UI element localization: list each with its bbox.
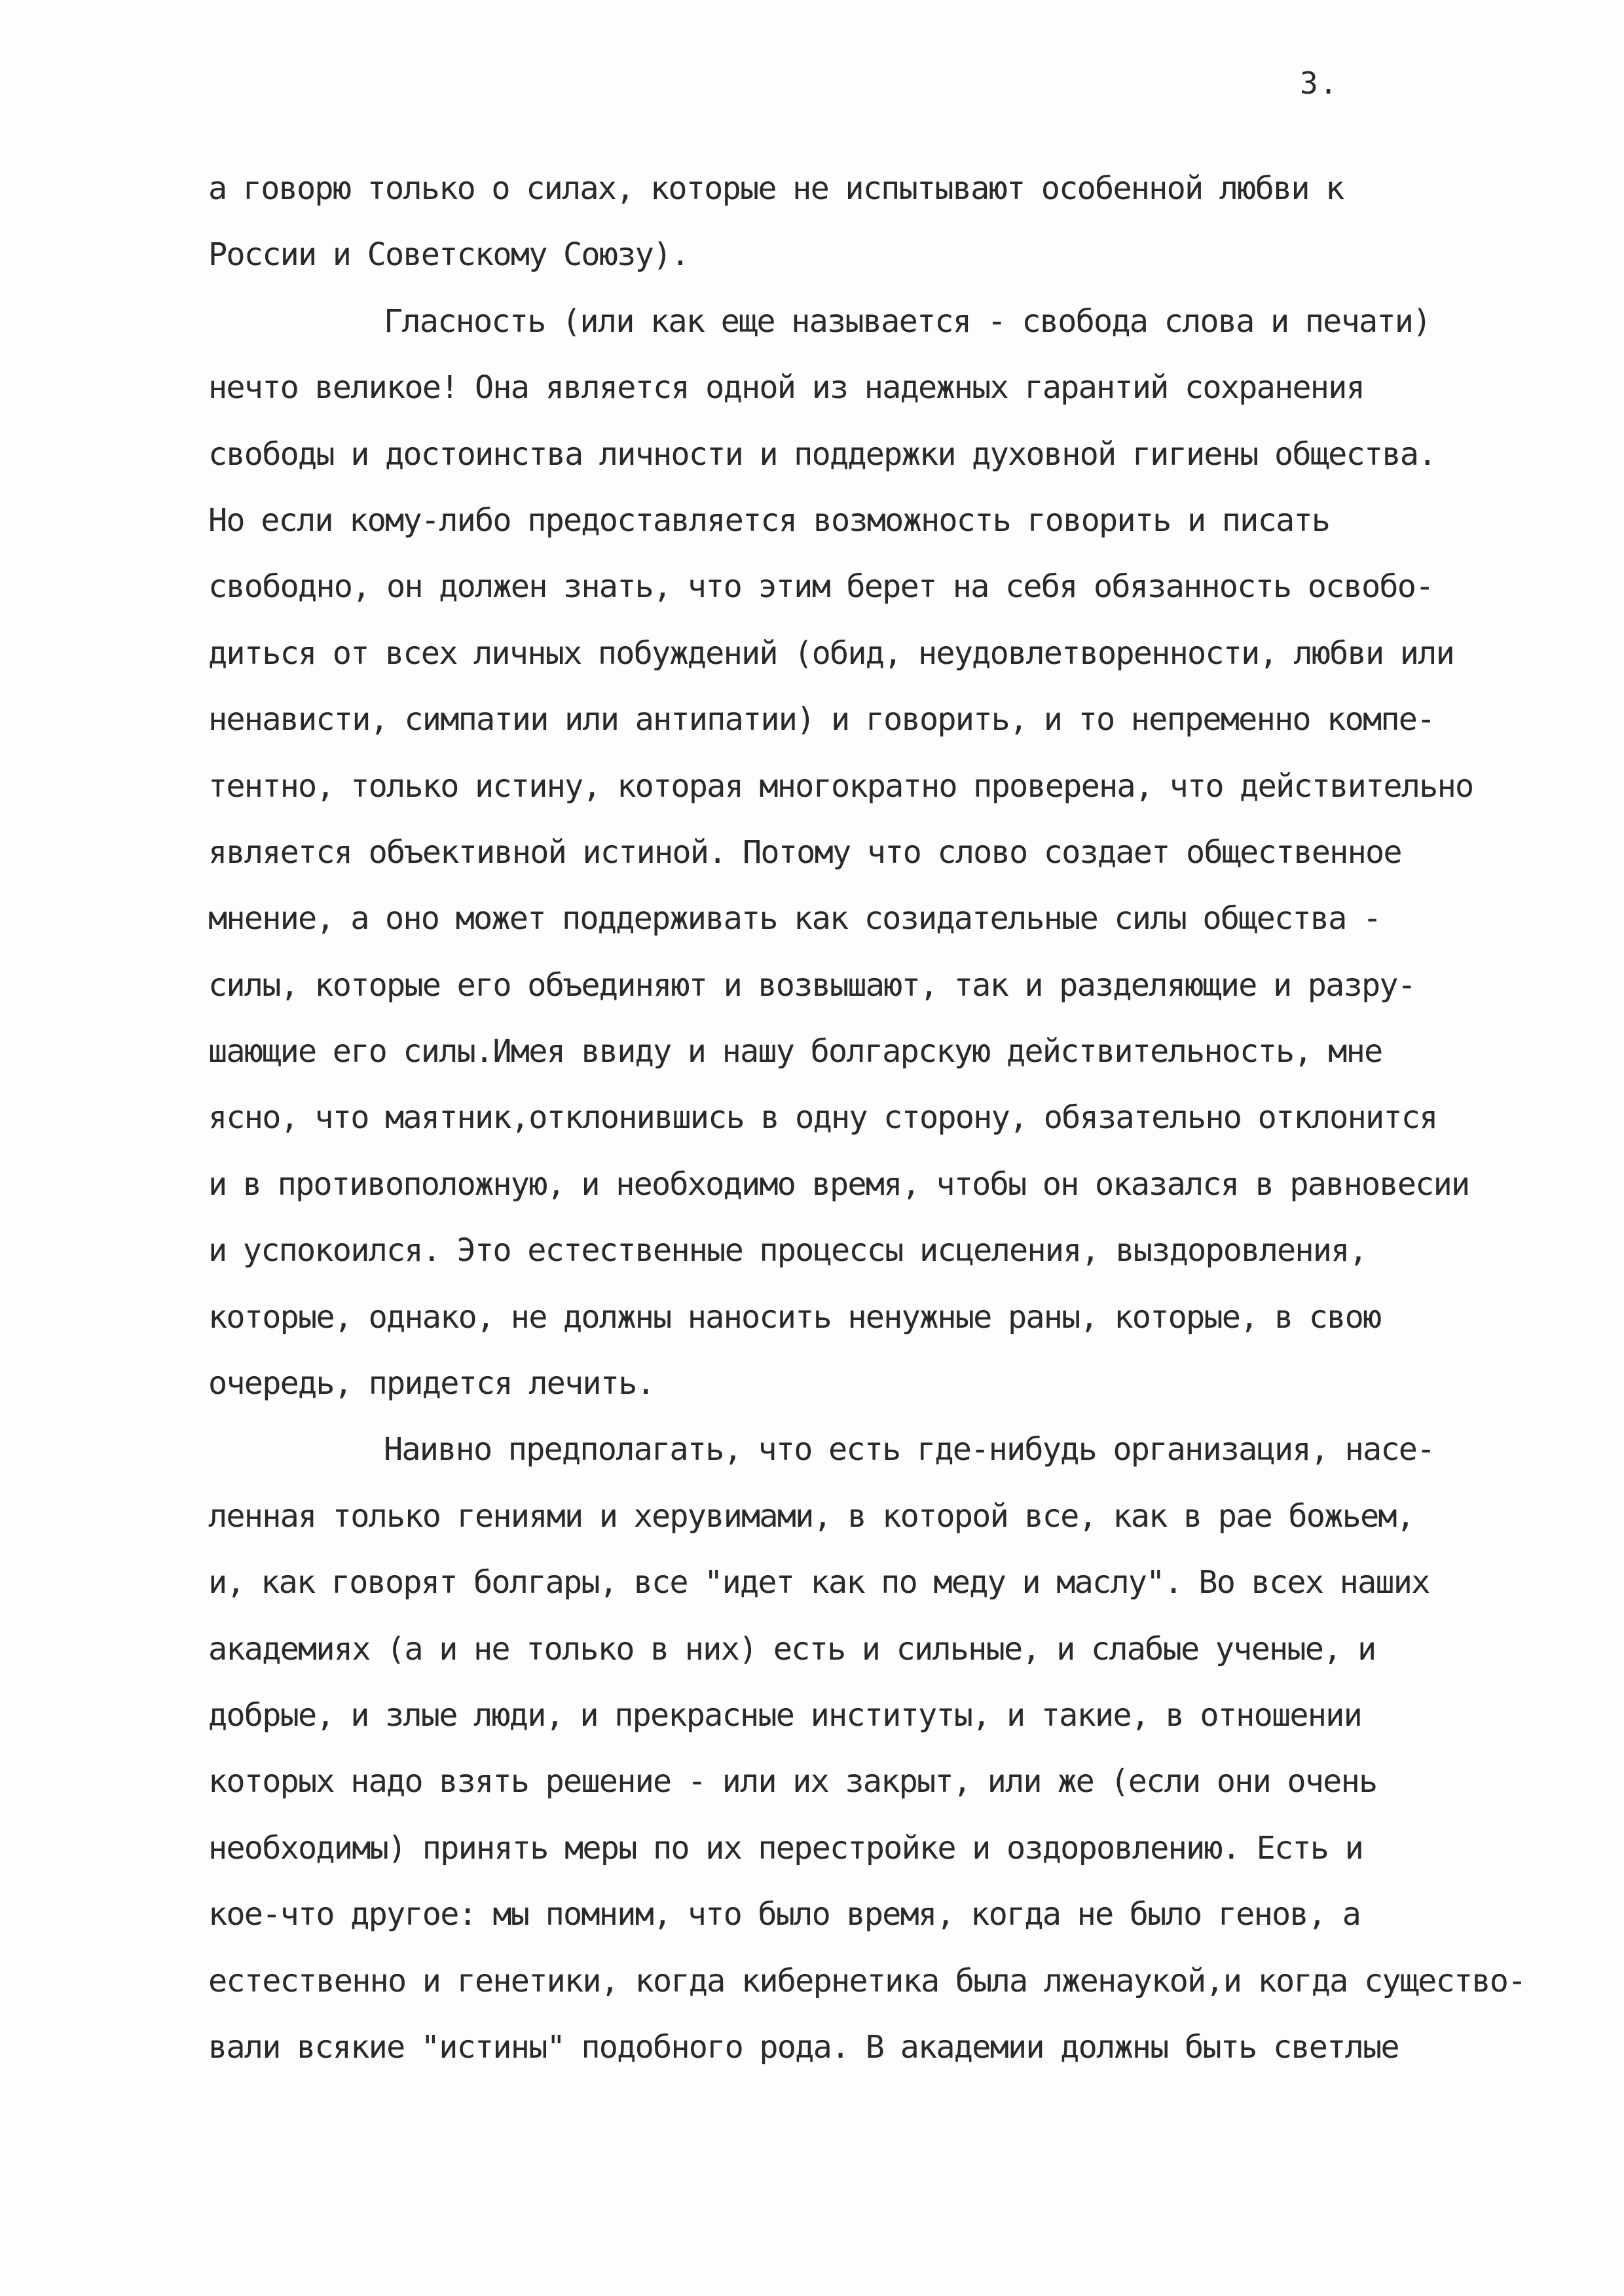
text-line: и, как говорят болгары, все "идет как по меду и маслу". Во всех наших (208, 1564, 1430, 1601)
text-line: Наивно предполагать, что есть где-нибудь организация, насе- (384, 1431, 1435, 1468)
text-line: очередь, придется лечить. (208, 1365, 654, 1402)
body-text (208, 156, 1610, 2081)
text-line: которых надо взять решение - или их закрыт, или же (если они очень (208, 1763, 1377, 1800)
text-line: которые, однако, не должны наносить ненужные раны, которые, в свою (208, 1298, 1381, 1336)
text-line: ленная только гениями и херувимами, в которой все, как в рае божьем, (208, 1497, 1414, 1535)
text-line: добрые, и злые люди, и прекрасные институты, и такие, в отношении (208, 1696, 1361, 1734)
text-line: является объективной истиной. Потому что слово создает общественное (208, 833, 1401, 871)
text-line: Гласность (или как еще называется - свобода слова и печати) (384, 302, 1431, 340)
text-line: шающие его силы.Имея ввиду и нашу болгарскую действительность, мне (208, 1033, 1382, 1070)
text-line: нечто великое! Она является одной из надежных гарантий сохранения (208, 369, 1364, 407)
text-line: свободы и достоинства личности и поддержки духовной гигиены общества. (208, 435, 1436, 473)
text-line: Но если кому-либо предоставляется возможность говорить и писать (208, 501, 1330, 539)
text-line: диться от всех личных побуждений (обид, неудовлетворенности, любви или (208, 634, 1454, 672)
text-line: тентно, только истину, которая многократно проверена, что действительно (208, 767, 1473, 805)
text-line: и успокоился. Это естественные процессы исцеления, выздоровления, (208, 1232, 1367, 1269)
text-line: академиях (а и не только в них) есть и сильные, и слабые ученые, и (208, 1630, 1376, 1667)
text-line: ненависти, симпатии или антипатии) и говорить, и то непременно компе- (208, 701, 1435, 738)
text-line: мнение, а оно может поддерживать как созидательные силы общества - (208, 900, 1381, 938)
text-line: естественно и генетики, когда кибернетика была лженаукой,и когда существо- (208, 1962, 1526, 1999)
text-line: ясно, что маятник,отклонившись в одну сторону, обязательно отклонится (208, 1099, 1437, 1137)
text-line: свободно, он должен знать, что этим берет на себя обязанность освобо- (208, 568, 1433, 606)
page-number: 3. (1300, 65, 1339, 101)
text-line: кое-что другое: мы помним, что было время, когда не было генов, а (208, 1896, 1360, 1933)
text-line: необходимы) принять меры по их перестройке и оздоровлению. Есть и (208, 1829, 1363, 1867)
text-line: силы, которые его объединяют и возвышают, так и разделяющие и разру- (208, 966, 1416, 1004)
text-line: вали всякие "истины" подобного рода. В академии должны быть светлые (208, 2028, 1399, 2066)
text-line: и в противоположную, и необходимо время, чтобы он оказался в равновесии (208, 1165, 1469, 1203)
text-line: России и Советскому Союзу). (208, 236, 689, 274)
text-line: а говорю только о силах, которые не испытывают особенной любви к (208, 170, 1344, 207)
